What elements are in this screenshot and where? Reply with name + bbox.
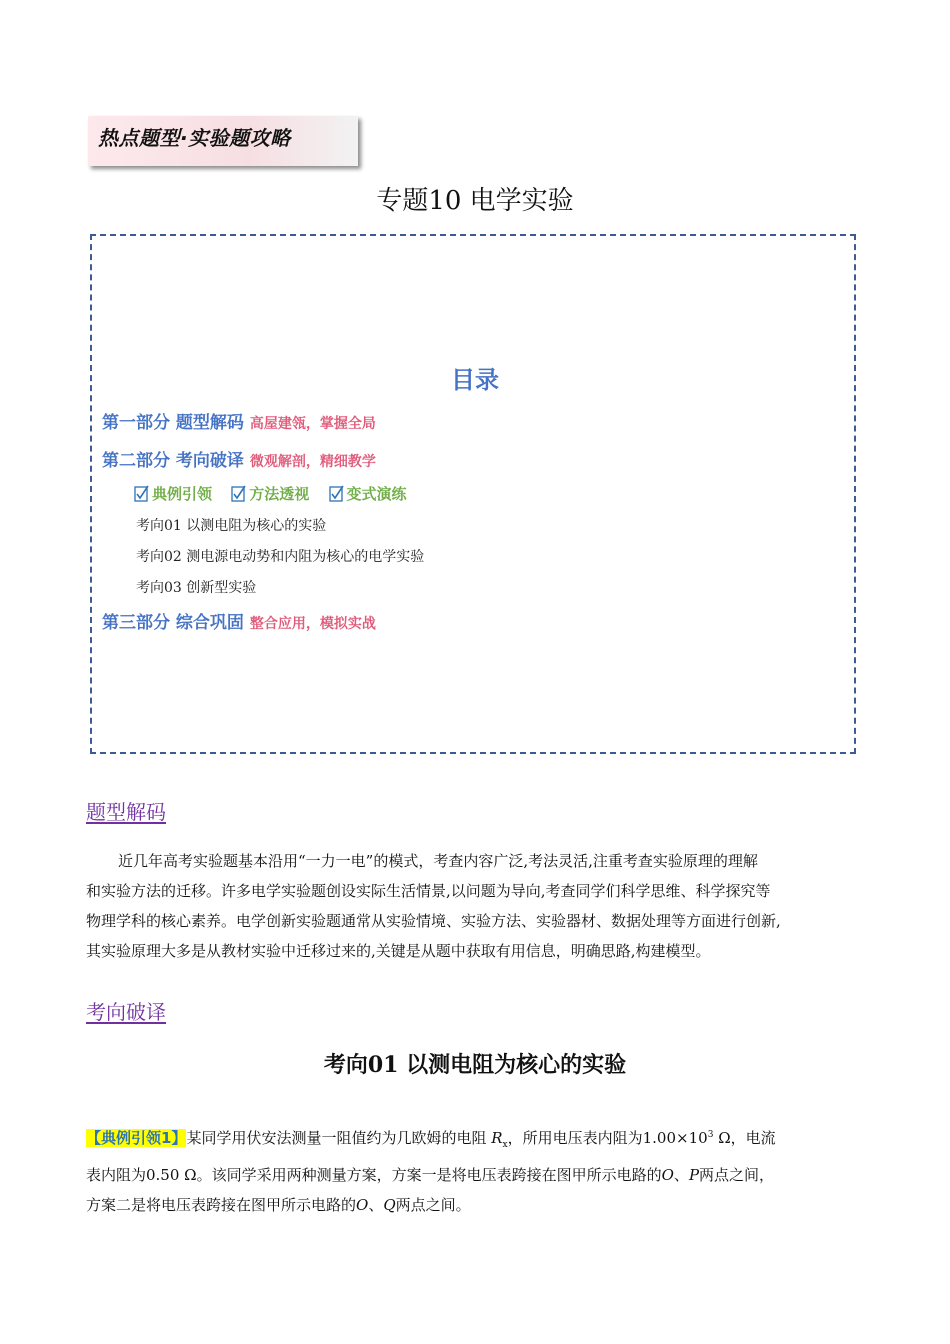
toc-part-name: 第一部分 题型解码 xyxy=(102,413,244,433)
toc-check-example[interactable] xyxy=(134,483,212,504)
separator: 、 xyxy=(673,1166,689,1184)
example-text: 方案二是将电压表跨接在图甲所示电路的 xyxy=(86,1196,357,1214)
direction-title: 考向01 以测电阻为核心的实验 xyxy=(323,1052,627,1078)
example-text: 两点之间， xyxy=(699,1166,775,1184)
toc-part-desc: 微观解剖，精细教学 xyxy=(249,454,376,470)
toc-part-desc: 整合应用，模拟实战 xyxy=(249,616,376,632)
toc-direction-1[interactable]: 考向01 以测电阻为核心的实验 xyxy=(136,518,327,534)
paragraph-line: 近几年高考实验题基本沿用“一力一电”的模式，考查内容广泛,考法灵活,注重考查实验原理的理解 xyxy=(118,852,758,870)
toc-part-desc: 高屋建瓴，掌握全局 xyxy=(249,416,376,432)
paragraph-line: 其实验原理大多是从教材实验中迁移过来的,关键是从题中获取有用信息，明确思路,构建模型。 xyxy=(86,942,711,960)
toc-check-label: 方法透视 xyxy=(249,485,310,503)
example-text: 某同学用伏安法测量一阻值约为几欧姆的电阻 xyxy=(186,1129,487,1147)
toc-check-row xyxy=(134,483,421,504)
toc-part-name: 第二部分 考向破译 xyxy=(102,451,244,471)
topic-banner xyxy=(88,116,358,166)
point-var: Q xyxy=(383,1196,396,1214)
checkbox-icon xyxy=(134,484,150,502)
toc-check-method[interactable] xyxy=(231,483,309,504)
separator: 、 xyxy=(368,1196,384,1214)
section-heading-directions[interactable]: 考向破译 xyxy=(86,1000,166,1024)
resistor-var: R xyxy=(491,1129,503,1147)
intro-paragraph xyxy=(86,846,864,966)
banner-text: 热点题型·实验题攻略 xyxy=(98,126,291,150)
toc-part-2[interactable] xyxy=(102,446,376,471)
toc-part-name: 第三部分 综合巩固 xyxy=(102,613,244,633)
section-heading-decode[interactable]: 题型解码 xyxy=(86,800,166,824)
toc-part-3[interactable] xyxy=(102,608,376,633)
paragraph-line: 物理学科的核心素养。电学创新实验题通常从实验情境、实验方法、实验器材、数据处理等方面进行创新, xyxy=(86,912,781,930)
example-text: 两点之间。 xyxy=(395,1196,471,1214)
toc-check-variant[interactable] xyxy=(329,483,407,504)
paragraph-line: 和实验方法的迁移。许多电学实验题创设实际生活情景,以问题为导向,考查同学们科学思维、科学探究等 xyxy=(86,882,771,900)
point-var: P xyxy=(688,1166,700,1184)
toc-direction-2[interactable]: 考向02 测电源电动势和内阻为核心的电学实验 xyxy=(136,549,425,565)
exponent: 3 xyxy=(707,1130,714,1140)
example-text: Ω，电流 xyxy=(713,1129,776,1147)
document-title: 专题10 电学实验 xyxy=(376,186,574,216)
example-problem xyxy=(86,1120,864,1220)
toc-direction-3[interactable]: 考向03 创新型实验 xyxy=(136,580,257,596)
checkbox-icon xyxy=(329,484,345,502)
point-var: O xyxy=(661,1166,674,1184)
toc-part-1[interactable] xyxy=(102,408,376,433)
example-tag: 【典例引领1】 xyxy=(86,1129,187,1147)
resistor-subscript: x xyxy=(502,1140,508,1150)
toc-check-label: 变式演练 xyxy=(346,485,407,503)
example-text: 表内阻为0.50 Ω。该同学采用两种测量方案，方案一是将电压表跨接在图甲所示电路的 xyxy=(86,1166,662,1184)
toc-check-label: 典例引领 xyxy=(152,485,213,503)
toc-heading: 目录 xyxy=(451,366,499,394)
example-text: ，所用电压表内阻为1.00×10 xyxy=(507,1129,708,1147)
checkbox-icon xyxy=(231,484,247,502)
point-var: O xyxy=(356,1196,369,1214)
